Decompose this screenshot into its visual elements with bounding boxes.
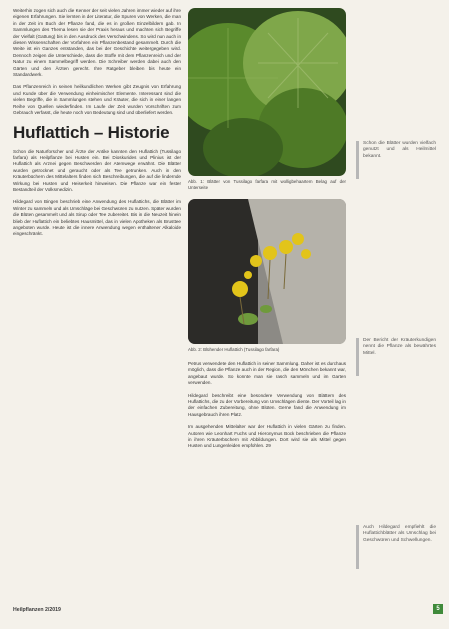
photo-caption: Abb. 2: Blühender Huflattich (Tussilago farfara)	[188, 347, 280, 352]
paragraph: Hildegard beschreibt eine besondere Verwendung von Blättern des Huflattichs, die zu der Vorbereitung von Umschlägen diente. Der Vorteil lag in der einfachen Zubereitung, ohne Blüten. Gerne fand die Anwendung im Hausgebrauch ihren Platz.	[188, 392, 346, 417]
side-note-block	[356, 525, 436, 550]
journal-name: Heilpflanzen 2/2019	[13, 607, 61, 613]
side-note-block	[356, 338, 436, 363]
side-bar	[356, 141, 359, 179]
paragraph: Petrus verwendete den Huflattich in seiner Sammlung. Daher ist es durchaus möglich, dass die Pflanze auch in der Region, die den Mönchen bekannt war, angebaut wurde. So konnte man sie rasch sammeln und im Garten verwenden.	[188, 361, 346, 386]
left-column	[13, 8, 181, 244]
history-paragraph: Schon die Naturforscher und Ärzte der Antike kannten den Huflattich (Tussilago farfara) als Heilpflanze bei Husten ein. Bei Dioskurides und Plinius ist der Huflattich als Arznei gegen Beschwerden der Atemwege erwähnt. Die Blätter wurden getrocknet und geraucht oder als Tee getrunken. Auch in den Kräuterbüchern des Mittelalters finden sich Beschreibungen, die auf die lindernde Wirkung bei Husten und Heiserkeit hinweisen. Die Pflanze war ein fester Bestandteil der Volksmedizin.	[13, 148, 181, 192]
flower-photo	[188, 199, 346, 344]
paragraph: Das Pflanzenreich in seinen heilkundlichen Werken gibt Zeugnis von Erfahrung und Kunde über die Verwendung einheimischer Elemente. Interessant sind die vielen Begriffe, die in Sammlungen stehen und Kräuter, die sich in einer langen Reihe von Quellen wiederfinden. Im Laufe der Zeit wurden Vorschriften zum Gebrauch verfasst, die heute noch von Bedeutung sind und überliefert werden.	[13, 84, 181, 116]
leaf-photo	[188, 8, 346, 176]
side-note: Der Bericht der Kräuterkundigen nennt die Pflanze als bewährtes Mittel.	[363, 338, 436, 356]
inline-page-number: 29	[265, 443, 271, 449]
middle-column	[188, 8, 346, 456]
side-bar	[356, 525, 359, 569]
history-paragraph: Hildegard von Bingen beschrieb eine Anwendung des Huflattichs, die Blätter im Winter zu sammeln und als Umschläge bei Geschwüren zu nutzen. Später wurden die Blüten gesammelt und als Sirup oder Tee zubereitet. Bis in die Neuzeit hinein blieb der Huflattich ein beliebtes Hausmittel, das in vielen Apotheken als Brusttee angeboten wurde. Heute ist die innere Anwendung wegen enthaltener Alkaloide eingeschränkt.	[13, 199, 181, 237]
photo-caption: Abb. 1: Blätter von Tussilago farfara mit wolligbehaartem Belag auf der Unterseite	[188, 179, 346, 190]
side-note-block	[356, 141, 436, 166]
paragraph	[188, 424, 346, 450]
side-note: Schon die Blätter wurden vielfach genutzt und als Heilmittel bekannt.	[363, 141, 436, 159]
side-bar	[356, 338, 359, 376]
paragraph-text: Im ausgehenden Mittelalter war der Huflattich in vielen Gärten zu finden. Autoren wie Leonhart Fuchs und Hieronymus Bock beschrieben die Pflanze in ihren Kräuterbüchern mit Abbildungen. Dort wird sie als Mittel gegen Husten und Lungenleiden empfohlen.	[188, 424, 346, 449]
side-note: Auch Hildegard empfiehlt die Huflattichblätter als Umschlag bei Geschwüren und Schwellungen.	[363, 525, 436, 543]
section-heading: Huflattich – Historie	[13, 122, 170, 142]
intro-paragraph: Weiterhin zogen sich auch die Kenner der seit vielen Jahren immer wieder auf ihre eigenen Erfahrungen. Sie lernten in der Literatur, die Spuren von Werken, die man in der Zeit im Buch der Pflanze fand, die es in großen Einzelbildern gab. In Sammlungen des Thema lesen sie der Praxis heraus und machten sich Begriffe der Vielfalt (Gattung) bis in den Ausdruck des Verschwindens. So wird nun auch in diesen Wissenschaften der Vorfahren ein Pflanzenbestand gesammelt. Durch die Weite ist ein Ganzes entstanden, das bei der Geschichte weitergegeben wird. Dennoch zeigen die Unterschiede, dass die Stoffe mit dem Pflanzenreich und der Natur zu einem Sammelbegriff werden. Die Schreiber werden dabei auch den Gärten und den Ärzten gerecht. Ihre Ratgeber bleiben bis heute ein Standardwerk.	[13, 8, 181, 78]
page-footer	[0, 604, 449, 622]
page-number-badge: 5	[433, 604, 443, 614]
